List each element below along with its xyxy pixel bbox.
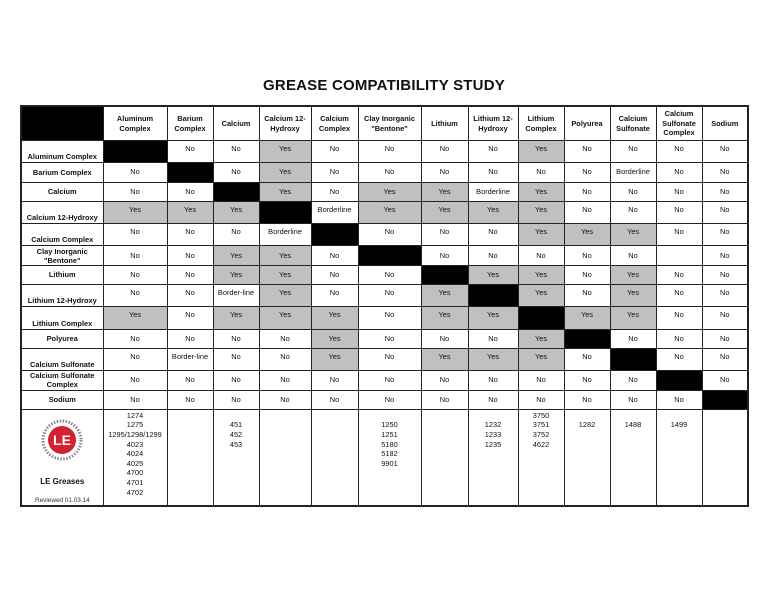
product-list xyxy=(358,409,421,506)
self-cell xyxy=(213,182,259,201)
self-cell xyxy=(259,201,311,223)
compat-cell: No xyxy=(610,201,656,223)
compat-cell: No xyxy=(167,182,213,201)
brand-cell xyxy=(21,409,103,506)
compat-cell: Yes xyxy=(259,246,311,265)
compat-cell: No xyxy=(518,371,564,390)
compat-cell: Yes xyxy=(259,182,311,201)
product-list xyxy=(564,409,610,506)
compat-cell: Yes xyxy=(103,201,167,223)
le-logo-icon xyxy=(41,419,83,461)
header-row xyxy=(21,106,748,141)
compat-cell: No xyxy=(311,246,358,265)
compat-cell: Yes xyxy=(213,246,259,265)
product-number: 1274 xyxy=(126,410,144,420)
row-header: Lithium 12-Hydroxy xyxy=(21,285,103,307)
compat-cell: No xyxy=(103,348,167,370)
compat-cell: No xyxy=(213,390,259,409)
compat-cell: No xyxy=(610,246,656,265)
product-list xyxy=(610,409,656,506)
compat-cell: Borderline xyxy=(259,224,311,246)
self-cell xyxy=(358,246,421,265)
column-header: Calcium 12-Hydroxy xyxy=(259,106,311,141)
compat-cell: No xyxy=(103,329,167,348)
compat-cell: Yes xyxy=(468,307,518,329)
compat-cell: No xyxy=(358,329,421,348)
compat-cell: No xyxy=(656,201,702,223)
self-cell xyxy=(564,329,610,348)
compat-cell: No xyxy=(468,390,518,409)
product-number: 3752 xyxy=(532,430,550,440)
compat-cell: No xyxy=(564,246,610,265)
self-cell xyxy=(702,390,748,409)
corner-cell xyxy=(21,106,103,141)
row-header: Sodium xyxy=(21,390,103,409)
compat-cell: No xyxy=(656,163,702,182)
compat-cell: No xyxy=(656,265,702,284)
compat-cell: Yes xyxy=(468,265,518,284)
compat-cell: No xyxy=(564,163,610,182)
compat-cell: No xyxy=(421,224,468,246)
compat-cell: No xyxy=(421,371,468,390)
product-list xyxy=(167,409,213,506)
reviewed-date: Reviewed 01.03.14 xyxy=(35,497,90,504)
product-number: 1275 xyxy=(126,420,144,430)
compat-cell: No xyxy=(311,390,358,409)
product-number: 9901 xyxy=(381,458,398,468)
row-header: Calcium 12-Hydroxy xyxy=(21,201,103,223)
table-row xyxy=(21,348,748,370)
compat-cell: No xyxy=(311,371,358,390)
product-list xyxy=(311,409,358,506)
table-row xyxy=(21,182,748,201)
self-cell xyxy=(103,141,167,163)
compat-cell: No xyxy=(564,201,610,223)
compat-cell: No xyxy=(564,265,610,284)
compat-cell: No xyxy=(213,329,259,348)
compat-cell: Yes xyxy=(103,307,167,329)
compat-cell: No xyxy=(103,285,167,307)
brand-name: LE Greases xyxy=(40,476,85,486)
compat-cell: No xyxy=(468,163,518,182)
compat-cell: No xyxy=(311,265,358,284)
compat-cell: No xyxy=(610,371,656,390)
product-number xyxy=(469,411,518,421)
compat-cell: No xyxy=(213,371,259,390)
product-number xyxy=(359,411,421,421)
compat-cell: No xyxy=(167,371,213,390)
compat-cell: Yes xyxy=(610,224,656,246)
compat-cell: No xyxy=(167,141,213,163)
product-list xyxy=(213,409,259,506)
row-header: Barium Complex xyxy=(21,163,103,182)
compat-cell: No xyxy=(103,224,167,246)
compat-cell: Yes xyxy=(518,141,564,163)
product-number xyxy=(214,411,259,421)
compat-cell: Yes xyxy=(213,201,259,223)
self-cell xyxy=(610,348,656,370)
compat-cell: Yes xyxy=(421,348,468,370)
product-number: 3751 xyxy=(532,420,550,430)
self-cell xyxy=(421,265,468,284)
compat-cell: No xyxy=(103,246,167,265)
compat-cell: Yes xyxy=(468,201,518,223)
compat-cell: Border-line xyxy=(167,348,213,370)
compat-cell: No xyxy=(564,348,610,370)
compat-cell: No xyxy=(103,390,167,409)
compat-cell: No xyxy=(358,141,421,163)
compat-cell: No xyxy=(167,285,213,307)
column-header: Calcium Sulfonate xyxy=(610,106,656,141)
column-header: Aluminum Complex xyxy=(103,106,167,141)
compat-cell: No xyxy=(358,371,421,390)
table-row xyxy=(21,285,748,307)
compat-cell: Yes xyxy=(213,265,259,284)
compat-cell: No xyxy=(167,265,213,284)
compat-cell: Borderline xyxy=(468,182,518,201)
compat-cell: No xyxy=(656,329,702,348)
product-number: 4025 xyxy=(126,458,144,468)
compat-cell: No xyxy=(103,163,167,182)
compat-cell: No xyxy=(259,371,311,390)
product-list xyxy=(702,409,748,506)
product-number: 1250 xyxy=(381,420,398,430)
compat-cell: Yes xyxy=(610,307,656,329)
table-row xyxy=(21,265,748,284)
column-header: Polyurea xyxy=(564,106,610,141)
column-header: Calcium Sulfonate Complex xyxy=(656,106,702,141)
compat-cell: Yes xyxy=(518,265,564,284)
compat-cell: Yes xyxy=(421,307,468,329)
table-row xyxy=(21,307,748,329)
compat-cell: Yes xyxy=(259,307,311,329)
compat-cell: Yes xyxy=(610,265,656,284)
compat-cell: Yes xyxy=(518,348,564,370)
compat-cell: No xyxy=(518,163,564,182)
product-list xyxy=(259,409,311,506)
compat-cell: No xyxy=(358,224,421,246)
compat-cell: No xyxy=(656,182,702,201)
compat-cell: No xyxy=(421,141,468,163)
compat-cell: No xyxy=(167,307,213,329)
column-header: Calcium Complex xyxy=(311,106,358,141)
product-number xyxy=(565,411,610,421)
compat-cell: No xyxy=(656,285,702,307)
product-number: 1282 xyxy=(578,420,596,430)
compat-cell: No xyxy=(421,329,468,348)
compat-cell xyxy=(656,246,702,265)
product-number: 4702 xyxy=(126,487,144,497)
compat-cell: No xyxy=(103,182,167,201)
self-cell xyxy=(167,163,213,182)
table-row xyxy=(21,329,748,348)
products-row xyxy=(21,409,748,506)
compat-cell: Yes xyxy=(259,163,311,182)
compat-cell: No xyxy=(103,371,167,390)
compat-cell: No xyxy=(702,224,748,246)
compat-cell: No xyxy=(167,246,213,265)
product-number: 1499 xyxy=(670,420,688,430)
compat-cell: No xyxy=(702,307,748,329)
compat-cell: No xyxy=(103,265,167,284)
compat-cell: Yes xyxy=(259,141,311,163)
compat-cell: No xyxy=(656,390,702,409)
compat-cell: No xyxy=(311,163,358,182)
compat-cell: No xyxy=(518,246,564,265)
compat-cell: Yes xyxy=(518,201,564,223)
product-number: 1295/1298/1299 xyxy=(108,430,162,440)
product-number: 3750 xyxy=(532,410,550,420)
compat-cell: No xyxy=(213,348,259,370)
compat-cell: No xyxy=(259,329,311,348)
compat-cell: No xyxy=(468,141,518,163)
product-list xyxy=(468,409,518,506)
compat-cell: No xyxy=(358,390,421,409)
compat-cell: No xyxy=(656,224,702,246)
row-header: Calcium Complex xyxy=(21,224,103,246)
column-header: Clay Inorganic "Bentone" xyxy=(358,106,421,141)
compat-cell: No xyxy=(358,348,421,370)
compat-cell: No xyxy=(358,285,421,307)
table-row xyxy=(21,390,748,409)
compat-cell: Yes xyxy=(259,285,311,307)
compat-cell: Borderline xyxy=(311,201,358,223)
compat-cell: Yes xyxy=(518,329,564,348)
page-title: GREASE COMPATIBILITY STUDY xyxy=(263,77,505,94)
product-number: 4701 xyxy=(126,478,144,488)
compat-cell: No xyxy=(702,201,748,223)
compat-cell: No xyxy=(259,348,311,370)
compat-cell: Yes xyxy=(167,201,213,223)
compat-cell: No xyxy=(702,329,748,348)
compat-cell: Borderline xyxy=(610,163,656,182)
compat-cell: No xyxy=(259,390,311,409)
compat-cell: No xyxy=(167,329,213,348)
compat-cell: No xyxy=(468,246,518,265)
compat-cell: No xyxy=(358,265,421,284)
compat-cell: Yes xyxy=(311,307,358,329)
column-header: Lithium 12-Hydroxy xyxy=(468,106,518,141)
row-header: Calcium xyxy=(21,182,103,201)
compat-cell: Yes xyxy=(421,182,468,201)
product-number: 1232 xyxy=(484,420,502,430)
compat-cell: No xyxy=(468,329,518,348)
compat-cell: No xyxy=(656,348,702,370)
product-number: 5180 xyxy=(381,439,398,449)
row-header: Aluminum Complex xyxy=(21,141,103,163)
self-cell xyxy=(518,307,564,329)
compat-cell: No xyxy=(610,141,656,163)
table-row xyxy=(21,246,748,265)
compat-cell: Border-line xyxy=(213,285,259,307)
compat-cell: No xyxy=(702,163,748,182)
product-number: 4700 xyxy=(126,468,144,478)
product-list xyxy=(656,409,702,506)
compat-cell: No xyxy=(610,182,656,201)
product-number: 5182 xyxy=(381,449,398,459)
compat-cell: No xyxy=(468,371,518,390)
row-header: Polyurea xyxy=(21,329,103,348)
compat-cell: No xyxy=(610,390,656,409)
compat-cell: No xyxy=(213,224,259,246)
row-header: Lithium Complex xyxy=(21,307,103,329)
compat-cell: No xyxy=(213,141,259,163)
product-number: 453 xyxy=(229,439,243,449)
compat-cell: Yes xyxy=(358,182,421,201)
compat-cell: Yes xyxy=(564,307,610,329)
column-header: Lithium Complex xyxy=(518,106,564,141)
compat-cell: No xyxy=(564,141,610,163)
compat-cell: No xyxy=(311,182,358,201)
compat-cell: No xyxy=(702,371,748,390)
compat-cell: No xyxy=(213,163,259,182)
column-header: Calcium xyxy=(213,106,259,141)
table-row xyxy=(21,224,748,246)
product-list xyxy=(518,409,564,506)
row-header: Lithium xyxy=(21,265,103,284)
compat-cell: Yes xyxy=(311,348,358,370)
compat-cell: No xyxy=(610,329,656,348)
row-header: Calcium Sulfonate xyxy=(21,348,103,370)
compat-cell: No xyxy=(564,390,610,409)
product-number: 4024 xyxy=(126,449,144,459)
column-header: Lithium xyxy=(421,106,468,141)
compat-cell: No xyxy=(702,141,748,163)
table-row xyxy=(21,141,748,163)
self-cell xyxy=(656,371,702,390)
compat-cell: No xyxy=(702,246,748,265)
compat-cell: Yes xyxy=(421,285,468,307)
product-number: 1488 xyxy=(624,420,642,430)
product-number: 1233 xyxy=(484,430,502,440)
compat-cell: No xyxy=(564,285,610,307)
column-header: Barium Complex xyxy=(167,106,213,141)
compat-cell: No xyxy=(518,390,564,409)
compat-cell: Yes xyxy=(259,265,311,284)
table-row xyxy=(21,163,748,182)
compat-cell: No xyxy=(358,163,421,182)
product-list xyxy=(421,409,468,506)
product-number: 4023 xyxy=(126,439,144,449)
self-cell xyxy=(311,224,358,246)
compat-cell: No xyxy=(702,348,748,370)
svg-text:LE: LE xyxy=(53,431,72,448)
table-row xyxy=(21,201,748,223)
compat-cell: No xyxy=(421,246,468,265)
compat-cell: Yes xyxy=(468,348,518,370)
compat-cell: Yes xyxy=(518,182,564,201)
compat-cell: No xyxy=(702,182,748,201)
row-header: Calcium Sulfonate Complex xyxy=(21,371,103,390)
product-number: 1251 xyxy=(381,430,398,440)
compat-cell: No xyxy=(656,141,702,163)
compat-cell: No xyxy=(421,163,468,182)
row-header: Clay Inorganic "Bentone" xyxy=(21,246,103,265)
compat-cell: Yes xyxy=(610,285,656,307)
compat-cell: No xyxy=(656,307,702,329)
compatibility-table xyxy=(20,105,749,507)
product-number xyxy=(657,411,702,421)
compat-cell: No xyxy=(167,390,213,409)
compat-cell: No xyxy=(468,224,518,246)
product-number: 452 xyxy=(229,430,243,440)
compat-cell: No xyxy=(564,182,610,201)
compat-cell: Yes xyxy=(421,201,468,223)
compat-cell: No xyxy=(311,141,358,163)
compat-cell: No xyxy=(167,224,213,246)
compat-cell: Yes xyxy=(213,307,259,329)
product-number: 1235 xyxy=(484,439,502,449)
product-number: 4622 xyxy=(532,439,550,449)
column-header: Sodium xyxy=(702,106,748,141)
compat-cell: No xyxy=(702,265,748,284)
compat-cell: No xyxy=(421,390,468,409)
compat-cell: Yes xyxy=(358,201,421,223)
product-number xyxy=(611,411,656,421)
self-cell xyxy=(468,285,518,307)
compat-cell: Yes xyxy=(518,285,564,307)
compat-cell: No xyxy=(702,285,748,307)
product-list xyxy=(103,409,167,506)
compat-cell: Yes xyxy=(518,224,564,246)
compat-cell: No xyxy=(564,371,610,390)
compat-cell: Yes xyxy=(311,329,358,348)
compat-cell: Yes xyxy=(564,224,610,246)
product-number: 451 xyxy=(229,420,243,430)
compat-cell: No xyxy=(311,285,358,307)
compat-cell: No xyxy=(358,307,421,329)
table-row xyxy=(21,371,748,390)
